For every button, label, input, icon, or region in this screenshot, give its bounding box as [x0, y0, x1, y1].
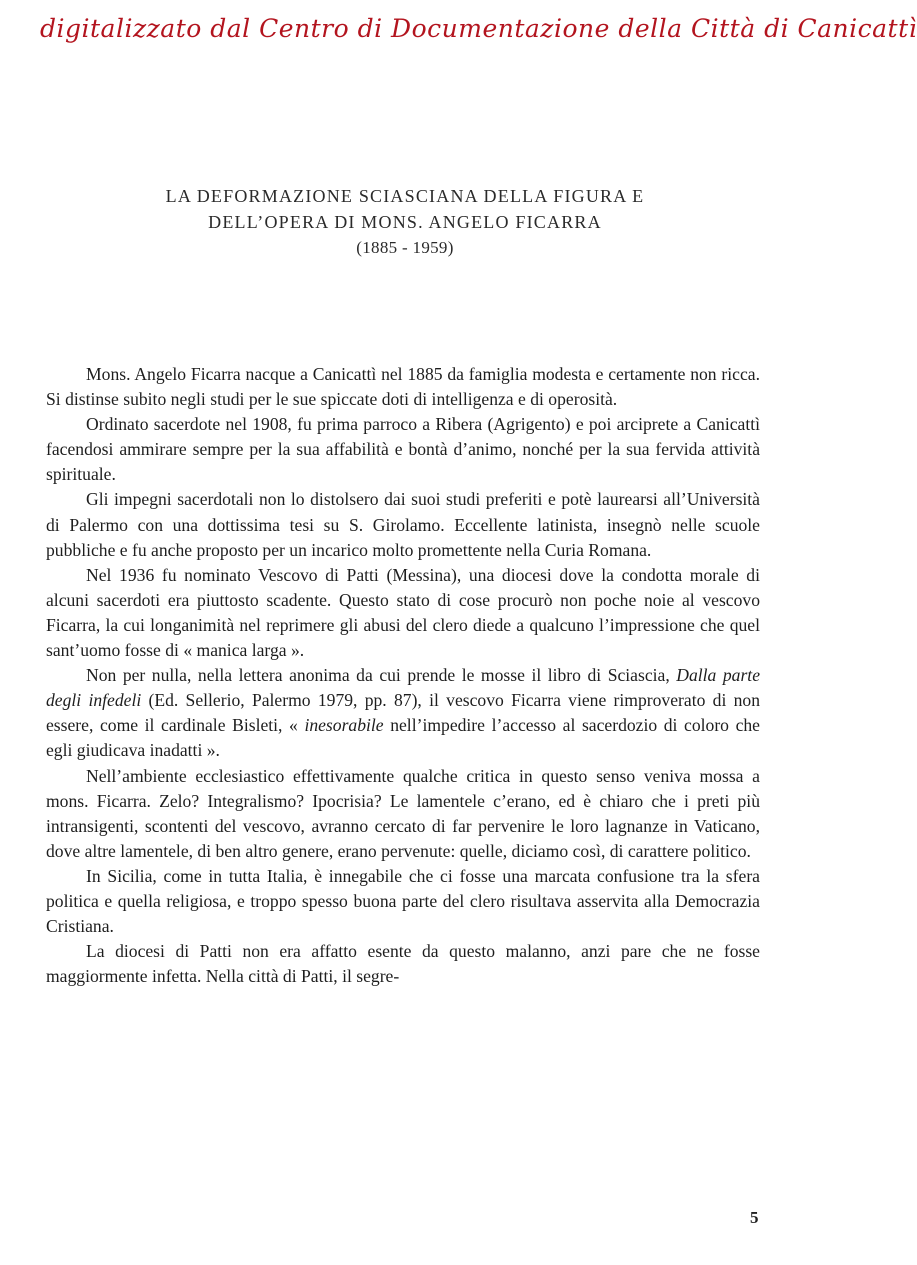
title-line-2: DELL’OPERA DI MONS. ANGELO FICARRA: [208, 212, 602, 232]
paragraph: In Sicilia, come in tutta Italia, è innegabile che ci fosse una marcata confusione tra la sfera politica e quella religiosa, e troppo spesso buona parte del clero risultava asservita alla Democrazia Cristiana.: [46, 865, 760, 937]
paragraph-text: (Ed. Sellerio, Palermo 1979, pp. 87), il vescovo Ficarra viene rimproverato di non essere, come il cardinale Bisleti, «: [46, 690, 760, 736]
paragraph: Ordinato sacerdote nel 1908, fu prima parroco a Ribera (Agrigento) e poi arciprete a Canicattì facendosi ammirare sempre per la sua affabilità e bontà d’animo, nonché per la sua fervida attività spirituale.: [46, 414, 760, 485]
paragraph-text: nell’impedire l’accesso al sacerdozio di coloro che egli giudicava inadatti ».: [46, 715, 760, 761]
article-body: [46, 362, 760, 989]
paragraph: [46, 663, 760, 763]
paragraph: Gli impegni sacerdotali non lo distolsero dai suoi studi preferiti e potè laurearsi all’Università di Palermo con una dottissima tesi su S. Girolamo. Eccellente latinista, insegnò nelle scuole pubbliche e fu anche proposto per un incarico molto promettente nella Curia Romana.: [46, 489, 760, 560]
digitization-watermark: digitalizzato dal Centro di Documentazione della Città di Canicattì: [40, 14, 917, 43]
paragraph: Nel 1936 fu nominato Vescovo di Patti (Messina), una diocesi dove la condotta morale di alcuni sacerdoti era piuttosto scadente. Questo stato di cose procurò non poche noie al vescovo Ficarra, la cui longanimità nel reprimere gli abusi del clero diede a qualcuno l’impressione che quel sant’uomo fosse di « manica larga ».: [46, 564, 760, 661]
paragraph: Nell’ambiente ecclesiastico effettivamente qualche critica in questo senso veniva mossa a mons. Ficarra. Zelo? Integralismo? Ipocrisia? Le lamentele c’erano, ed è chiaro che i preti più intransigenti, scontenti del vescovo, avranno cercato di far pervenire le loro lagnanze in Vaticano, dove altre lamentele, di ben altro genere, erano pervenute: quelle, diciamo così, di carattere politico.: [46, 765, 760, 861]
paragraph: Mons. Angelo Ficarra nacque a Canicattì nel 1885 da famiglia modesta e certamente non ricca. Si distinse subito negli studi per le sue spiccate doti di intelligenza e di operosità.: [46, 364, 760, 410]
book-title: Dalla parte degli infedeli: [46, 665, 760, 711]
article-title: [60, 183, 750, 261]
paragraph: La diocesi di Patti non era affatto esente da questo malanno, anzi pare che ne fosse maggiormente infetta. Nella città di Patti, il segre-: [46, 941, 760, 987]
quoted-word: inesorabile: [304, 715, 384, 736]
title-line-1: LA DEFORMAZIONE SCIASCIANA DELLA FIGURA E: [165, 186, 645, 206]
paragraph-text: Non per nulla, nella lettera anonima da cui prende le mosse il libro di Sciascia,: [86, 665, 677, 686]
page-number: 5: [750, 1208, 759, 1227]
title-years: (1885 - 1959): [356, 238, 454, 257]
